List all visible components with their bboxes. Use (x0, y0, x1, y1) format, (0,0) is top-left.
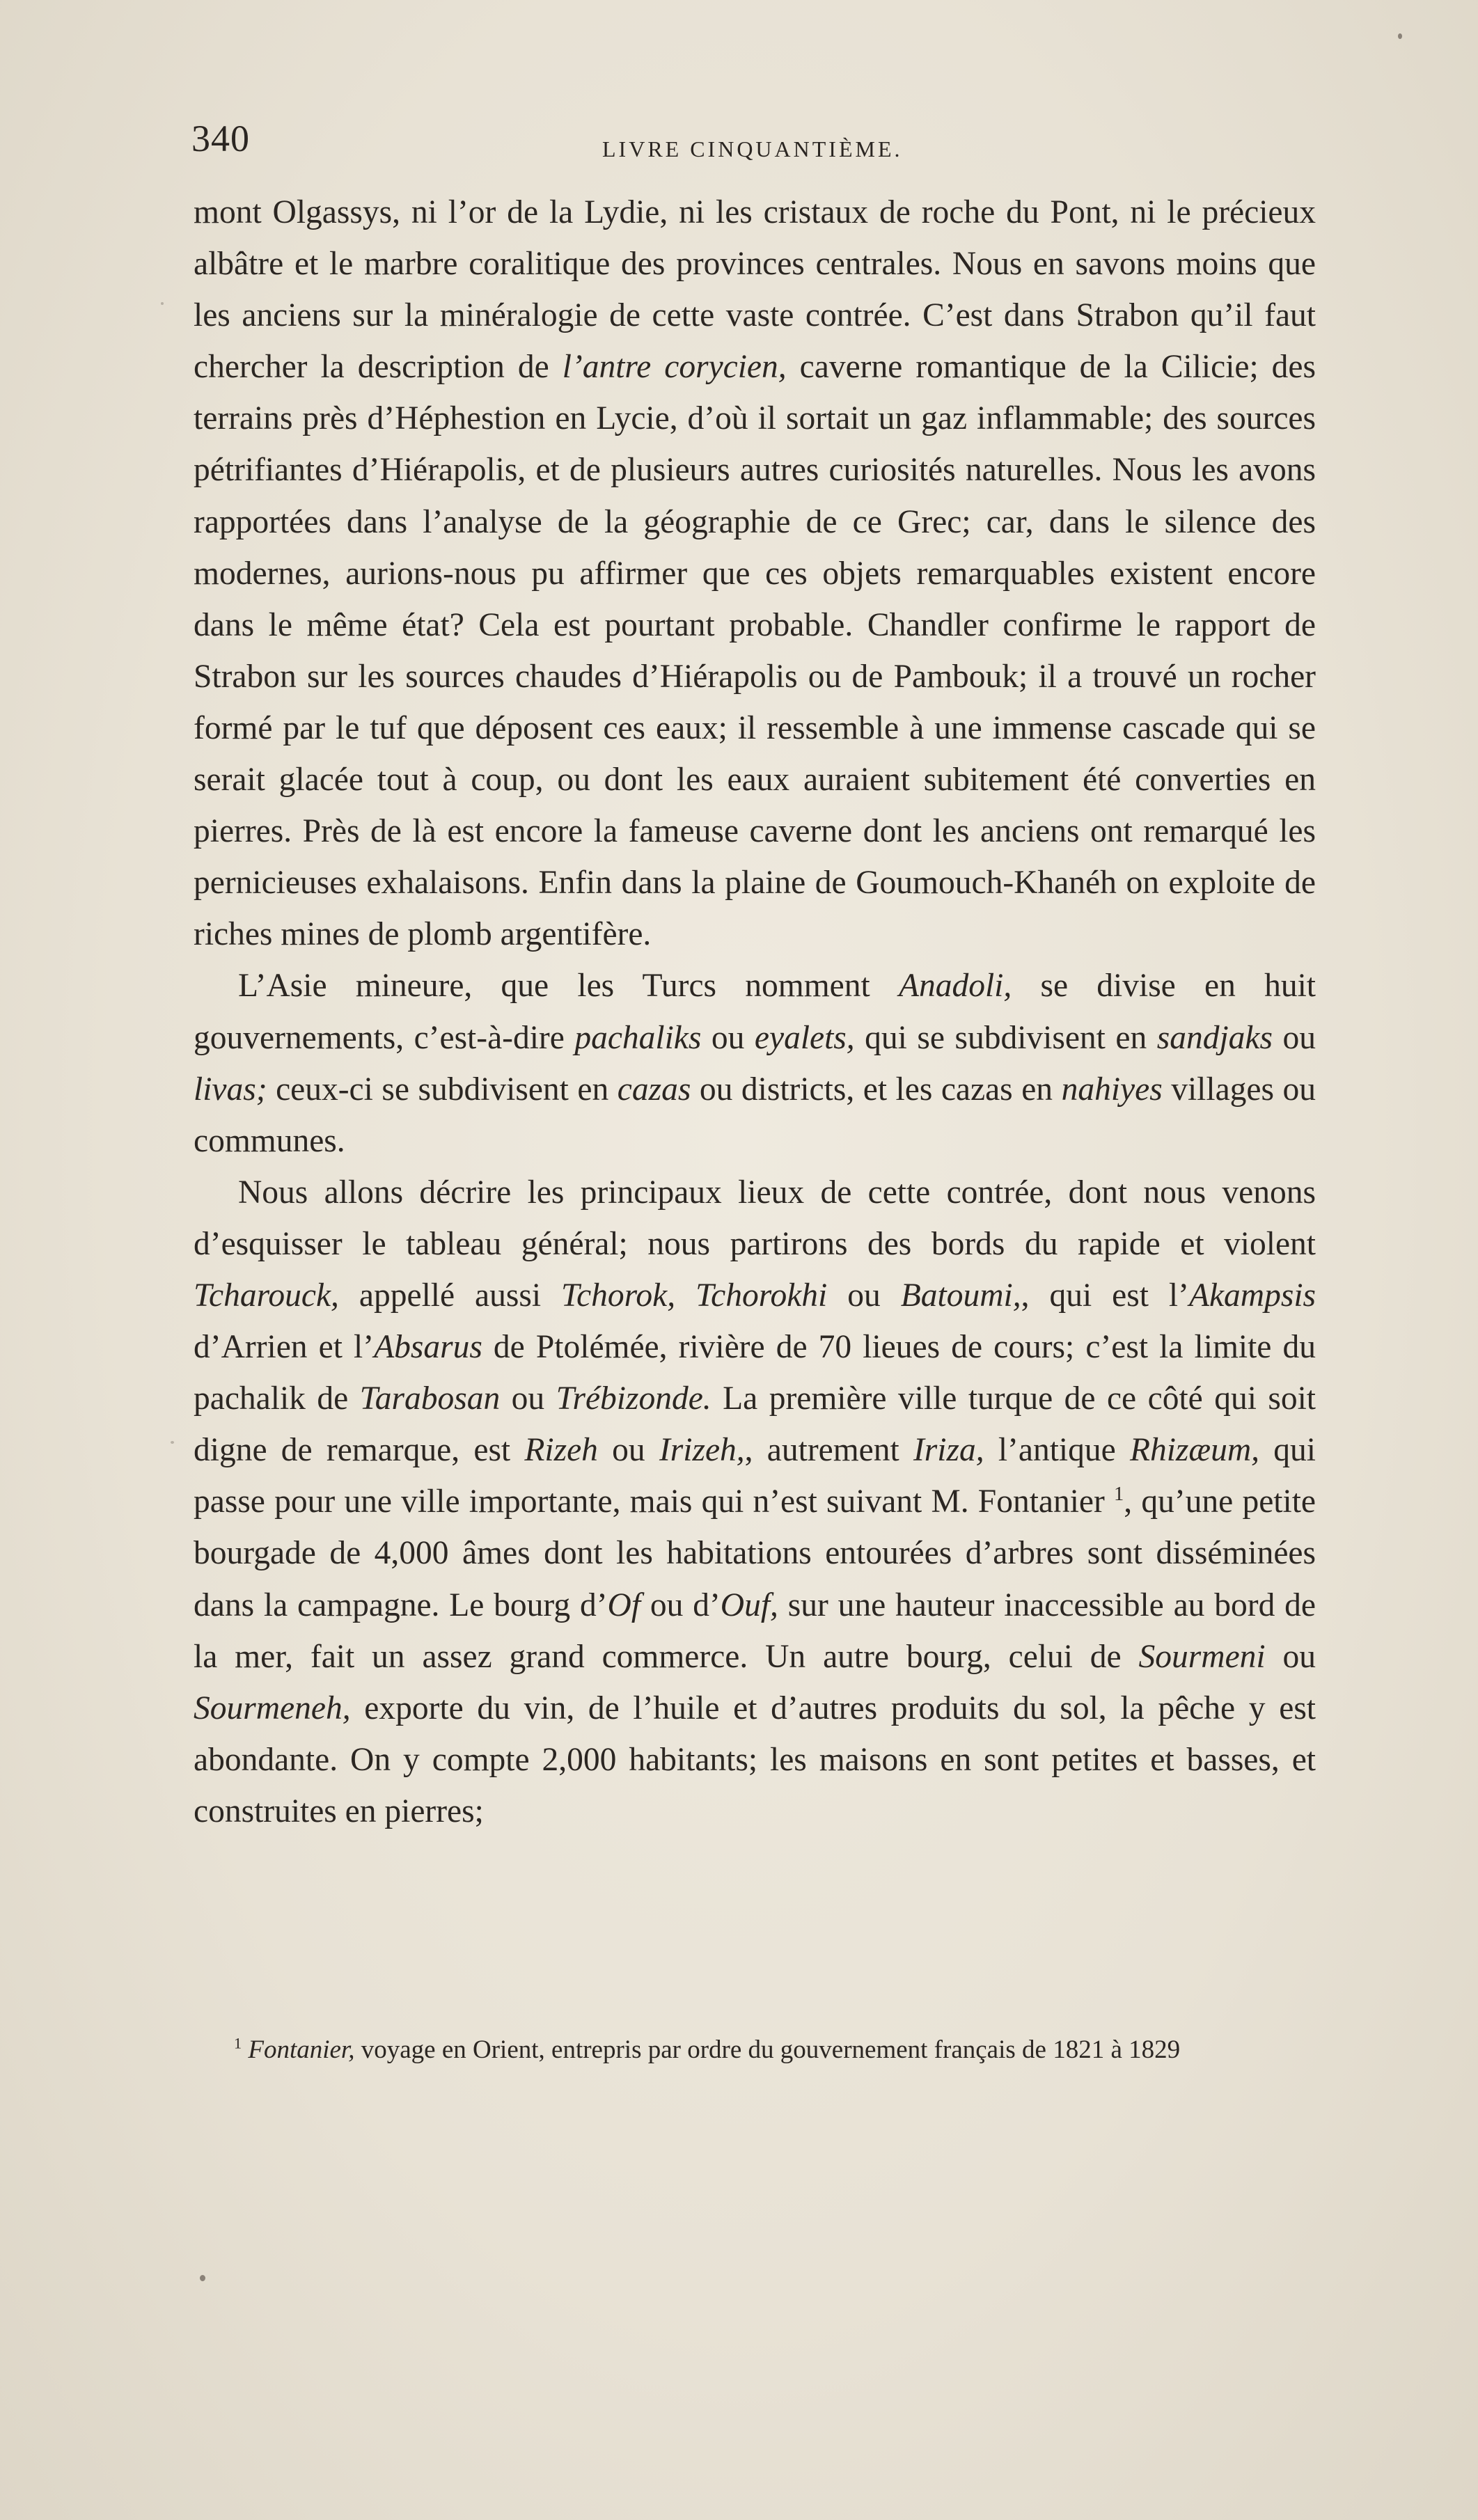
paragraph-1: mont Olgassys, ni l’or de la Lydie, ni les cristaux de roche du Pont, ni le précieux albâtre et le marbre coralitique des provinces centrales. Nous en savons moins que les anciens sur la minéralogie de cette vaste contrée. C’est dans Strabon qu’il faut chercher la description de l’antre corycien, caverne romantique de la Cilicie; des terrains près d’Héphestion en Lycie, d’où il sortait un gaz inflammable; des sources pétrifiantes d’Hiérapolis, et de plusieurs autres curiosités naturelles. Nous les avons rapportées dans l’analyse de la géographie de ce Grec; car, dans le silence des modernes, aurions-nous pu affirmer que ces objets remarquables existent encore dans le même état? Cela est pourtant probable. Chandler confirme le rapport de Strabon sur les sources chaudes d’Hiérapolis ou de Pambouk; il a trouvé un rocher formé par le tuf que déposent ces eaux; il ressemble à une immense cascade qui se serait glacée tout à coup, ou dont les eaux auraient subitement été converties en pierres. Près de là est encore la fameuse caverne dont les anciens ont remarqué les pernicieuses exhalaisons. Enfin dans la plaine de Goumouch-Khanéh on exploite de riches mines de plomb argentifère. (194, 194, 1316, 953)
page-number: 340 (191, 118, 250, 159)
footnote-author: Fontanier, (248, 2035, 355, 2064)
paragraph-3: Nous allons décrire les principaux lieux de cette contrée, dont nous venons d’esquisser le tableau général; nous partirons des bords du rapide et violent Tcharouck, appellé aussi Tchorok, Tchorokhi ou Batoumi,, qui est l’Akampsis d’Arrien et l’Absarus de Ptolémée, rivière de 70 lieues de cours; c’est la limite du pachalik de Tarabosan ou Trébizonde. La première ville turque de ce côté qui soit digne de remarque, est Rizeh ou Irizeh,, autrement Iriza, l’antique Rhizæum, qui passe pour une ville importante, mais qui n’est suivant M. Fontanier $^1$, qu’une petite bourgade de 4,000 âmes dont les habitations entourées d’arbres sont disséminées dans la campagne. Le bourg d’Of ou d’Ouf, sur une hauteur inaccessible au bord de la mer, fait un assez grand commerce. Un autre bourg, celui de Sourmeni ou Sourmeneh, exporte du vin, de l’huile et d’autres produits du sol, la pêche y est abondante. On y compte 2,000 habitants; les maisons en sont petites et basses, et construites en pierres; (194, 1174, 1316, 1829)
footnote-reference: 1 (1114, 1483, 1124, 1506)
footnote-marker: 1 (234, 2034, 242, 2052)
footnote-text: $^1$ Fontanier, voyage en Orient, entrepris par ordre du gouvernement français de 1821 à 1829 (234, 2034, 1181, 2064)
running-title: LIVRE CINQUANTIÈME. (602, 136, 903, 162)
paper-speck (161, 302, 164, 305)
footnote (194, 2030, 1316, 2070)
paper-speck (1398, 33, 1402, 39)
paragraph-2: L’Asie mineure, que les Turcs nomment Anadoli, se divise en huit gouvernements, c’est-à-dire pachaliks ou eyalets, qui se subdivisent en sandjaks ou livas; ceux-ci se subdivisent en cazas ou districts, et les cazas en nahiyes villages ou communes. (194, 968, 1316, 1159)
paper-speck (171, 1441, 174, 1444)
paper-speck (200, 2275, 205, 2281)
page-header (191, 117, 1319, 173)
body-text (194, 187, 1316, 1837)
